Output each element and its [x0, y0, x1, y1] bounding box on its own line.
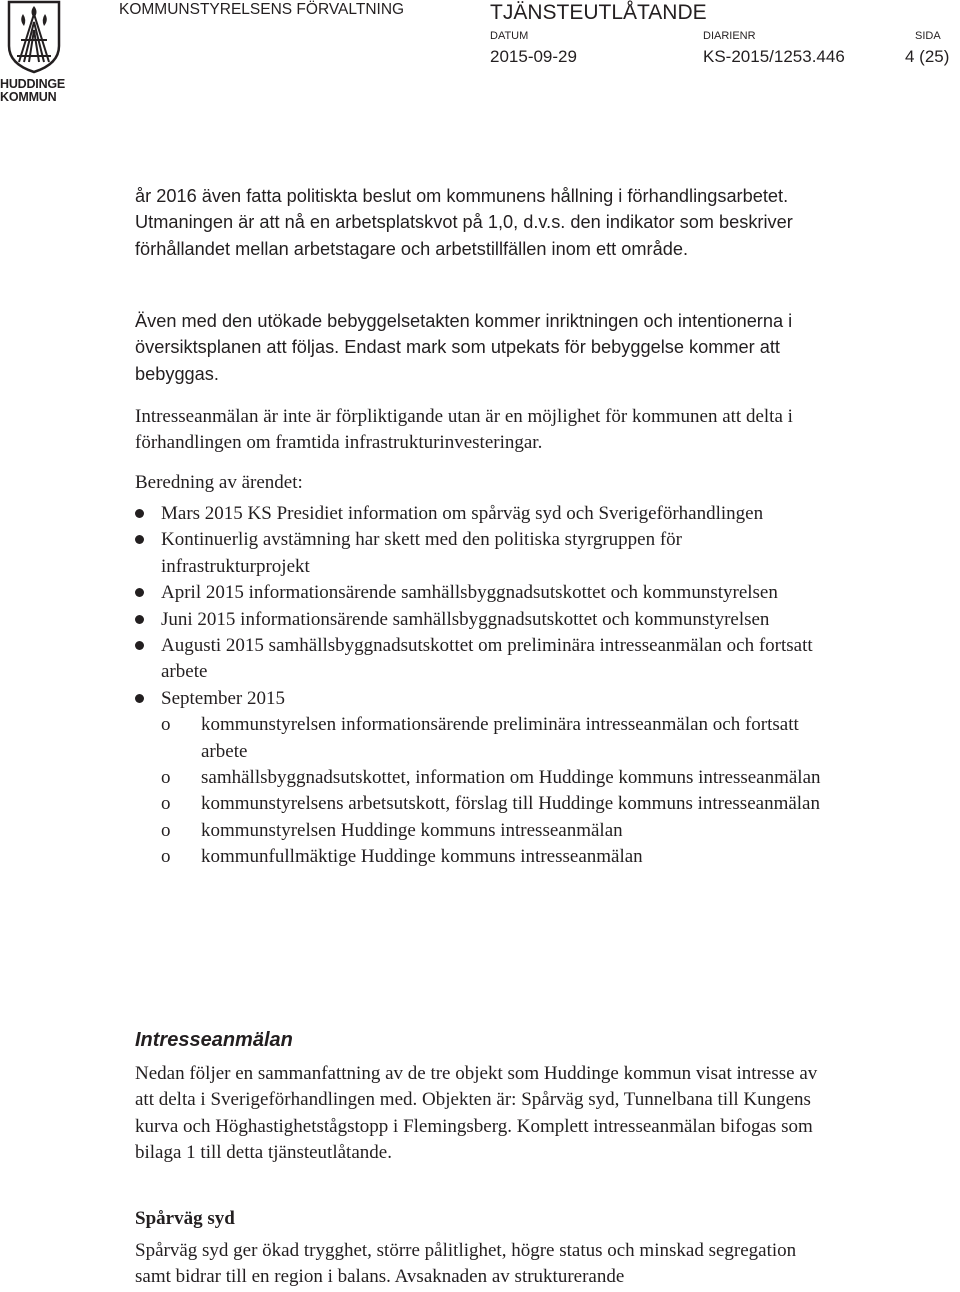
organization-name: KOMMUNSTYRELSENS FÖRVALTNING	[119, 1, 405, 18]
list-item	[135, 580, 835, 606]
section-heading-sparvag: Spårväg syd	[135, 1208, 235, 1229]
bullet-icon	[135, 535, 144, 544]
sub-bullet-marker: o	[161, 714, 171, 736]
sub-list-item-text: kommunfullmäktige Huddinge kommuns intresseanmälan	[201, 846, 643, 868]
list-item-text: Juni 2015 informationsärende samhällsbyggnadsutskottet och kommunstyrelsen	[161, 608, 770, 630]
list-item-text: Kontinuerlig avstämning har skett med den politiska styrgruppen för infrastrukturprojekt	[161, 529, 682, 577]
huddinge-logo	[0, 0, 70, 108]
date-label: DATUM	[490, 30, 529, 42]
sub-list-item-text: kommunstyrelsen informationsärende preliminära intresseanmälan och fortsatt arbete	[201, 714, 799, 762]
logo-text-line1: HUDDINGE	[0, 77, 66, 91]
list-item	[135, 607, 835, 633]
bullet-icon	[135, 641, 144, 650]
page-number: 4 (25)	[905, 47, 950, 66]
paragraph-objekt: Nedan följer en sammanfattning av de tre objekt som Huddinge kommun visat intresse av att delta i Sverigeförhandlingen med. Objekten är: Spårväg syd, Tunnelbana till Kungens kurva och Höghastighetstågstopp i Flemingsberg. Komplett intresseanmälan bifogas som bilaga 1 till detta tjänsteutlåtande.	[135, 1063, 818, 1164]
diarienr-value: KS-2015/1253.446	[703, 47, 845, 66]
bullet-icon	[135, 509, 144, 518]
section-heading-intresseanmalan: Intresseanmälan	[135, 1029, 293, 1051]
list-item	[135, 501, 835, 527]
diarienr-label: DIARIENR	[703, 30, 756, 42]
coat-of-arms-icon	[7, 0, 61, 74]
sub-list-item-text: kommunstyrelsen Huddinge kommuns intresseanmälan	[201, 819, 623, 841]
sub-list-item	[161, 844, 835, 870]
document-type: TJÄNSTEUTLÅTANDE	[490, 1, 707, 24]
list-item-text: Mars 2015 KS Presidiet information om spårväg syd och Sverigeförhandlingen	[161, 503, 764, 524]
sub-list-item	[161, 818, 835, 844]
sub-list-item-text: kommunstyrelsens arbetsutskott, förslag till Huddinge kommuns intresseanmälan	[201, 793, 820, 815]
sub-bullet-marker: o	[161, 846, 171, 868]
logo-text-line2: KOMMUN	[0, 90, 57, 104]
bullet-icon	[135, 615, 144, 624]
sub-list-item	[161, 765, 835, 791]
paragraph-intresseanmalan: Intresseanmälan är inte är förpliktigande utan är en möjlighet för kommunen att delta i förhandlingen om framtida infrastrukturinvesteringar.	[135, 406, 793, 454]
paragraph-sparvag: Spårväg syd ger ökad trygghet, större pålitlighet, högre status och minskad segregation samt bidrar till en region i balans. Avsaknaden av strukturerande	[135, 1240, 797, 1288]
list-item	[135, 686, 835, 871]
beredning-label: Beredning av ärendet:	[135, 472, 303, 493]
list-item	[135, 527, 835, 580]
bullet-icon	[135, 588, 144, 597]
sub-list-item	[161, 712, 835, 765]
sub-bullet-marker: o	[161, 767, 171, 789]
sub-bullet-marker: o	[161, 819, 171, 841]
sub-list-item	[161, 791, 835, 817]
paragraph-intro: år 2016 även fatta politiskta beslut om kommunens hållning i förhandlingsarbetet. Utmaningen är att nå en arbetsplatskvot på 1,0, d.v.s. den indikator som beskriver förhållandet mellan arbetstagare och arbetstillfällen inom ett område.	[135, 186, 793, 259]
beredning-list	[135, 501, 835, 871]
page-label: SIDA	[915, 30, 941, 42]
logo-wordmark	[0, 78, 70, 104]
bullet-icon	[135, 694, 144, 703]
sub-bullet-marker: o	[161, 793, 171, 815]
september-sub-list	[161, 712, 835, 870]
list-item	[135, 633, 835, 686]
paragraph-bebyggelse: Även med den utökade bebyggelsetakten kommer inriktningen och intentionerna i översiktsplanen att följas. Endast mark som utpekats för bebyggelse kommer att bebyggas.	[135, 311, 793, 384]
list-item-text: September 2015	[161, 687, 286, 709]
list-item-text: April 2015 informationsärende samhällsbyggnadsutskottet och kommunstyrelsen	[161, 582, 778, 604]
list-item-text: Augusti 2015 samhällsbyggnadsutskottet om preliminära intresseanmälan och fortsatt arbete	[161, 635, 813, 683]
date-value: 2015-09-29	[490, 47, 577, 66]
sub-list-item-text: samhällsbyggnadsutskottet, information om Huddinge kommuns intresseanmälan	[201, 767, 821, 789]
